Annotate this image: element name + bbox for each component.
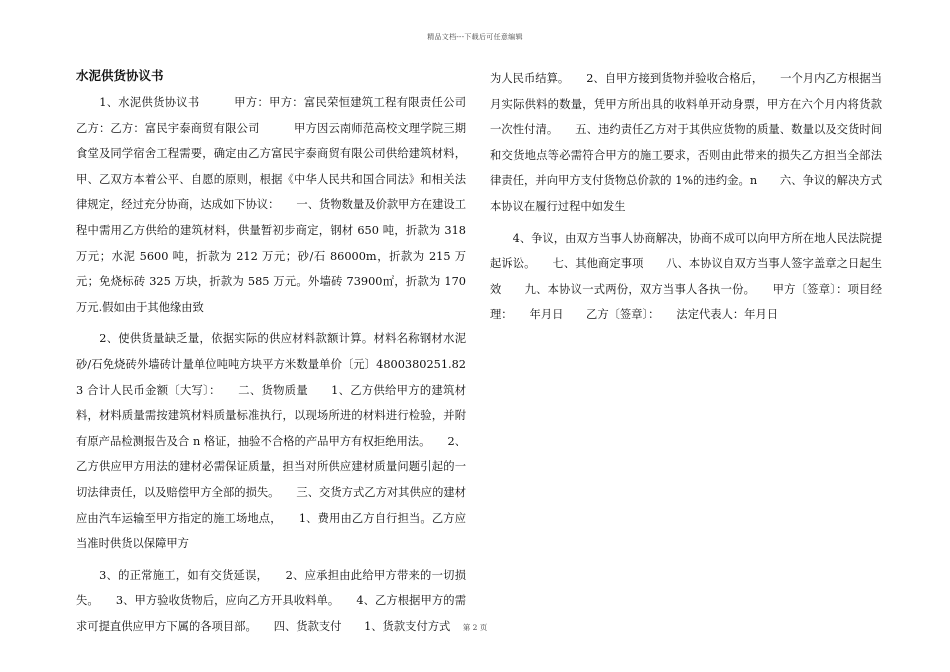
document-title: 水泥供货协议书: [76, 68, 164, 83]
right-column: [490, 66, 882, 328]
right-paragraph-2: 4、争议，由双方当事人协商解决，协商不成可以向甲方所在地人民法院提起诉讼。 七、其他商定事项 八、本协议自双方当事人签字盖章之日起生效 九、本协议一式两份，双方当事人各执一份。 甲方〔签章〕：项目经理： 年月日 乙方〔签章〕： 法定代表人：年月日: [490, 231, 882, 322]
left-paragraph-2: 2、使供货量缺乏量，依据实际的供应材料款额计算。材料名称钢材水泥砂/石免烧砖外墙砖计量单位吨吨方块平方米数量单价〔元〕4800380251.823 合计人民币金额〔大写〕： 二、货物质量 1、乙方供给甲方的建筑材料，材料质量需按建筑材料质量标准执行，以现场所进的材料进行检验，并附有原产品检测报告及合 n 格证，抽验不合格的产品甲方有权拒绝用法。 2、乙方供应甲方用法的建材必需保证质量，担当对所供应建材质量问题引起的一切法律责任，以及赔偿甲方全部的损失。 三、交货方式乙方对其供应的建材应由汽车运输至甲方指定的施工场地点， 1、费用由乙方自行担当。乙方应当准时供货以保障甲方: [76, 332, 466, 551]
page-number: 第 2 页: [462, 623, 488, 632]
left-paragraph-3: 3、的正常施工，如有交货延误， 2、应承担由此给甲方带来的一切损失。 3、甲方验收货物后，应向乙方开具收料单。 4、乙方根据甲方的需求可提直供应甲方下属的各项目部。 四、货款支付 1、货款支付方式: [76, 568, 466, 633]
left-paragraph-1: 1、水泥供货协议书 甲方：甲方：富民荣恒建筑工程有限责任公司 乙方：乙方：富民宇泰商贸有限公司 甲方因云南师范高校文理学院三期食堂及同学宿舍工程需要，确定由乙方富民宇泰商贸有限公司供给建筑材料，甲、乙双方本着公平、自愿的原则，根据《中华人民共和国合同法》和相关法律规定，经过充分协商，达成如下协议： 一、货物数量及价款甲方在建设工程中需用乙方供给的建筑材料，供量暂初步商定，钢材 650 吨，折款为 318 万元；水泥 5600 吨，折款为 212 万元；砂/石 86000m，折款为 215 万元；免烧标砖 325 万块，折款为 585 万元。外墙砖 73900㎡，折款为 170 万元.假如由于其他缘由致: [76, 96, 500, 314]
right-paragraph-1: 为人民币结算。 2、自甲方接到货物并验收合格后， 一个月内乙方根据当月实际供料的数量，凭甲方所出具的收料单开动身票，甲方在六个月内将货款一次性付清。 五、违约责任乙方对于其供应货物的质量、数量以及交货时间和交货地点等必需符合甲方的施工要求，否则由此带来的损失乙方担当全部法律责任，并向甲方支付货物总价款的 1%的违约金。n 六、争议的解决方式本协议在履行过程中如发生: [490, 72, 882, 213]
page-header: 精品文档---下载后可任意编辑: [427, 33, 523, 41]
